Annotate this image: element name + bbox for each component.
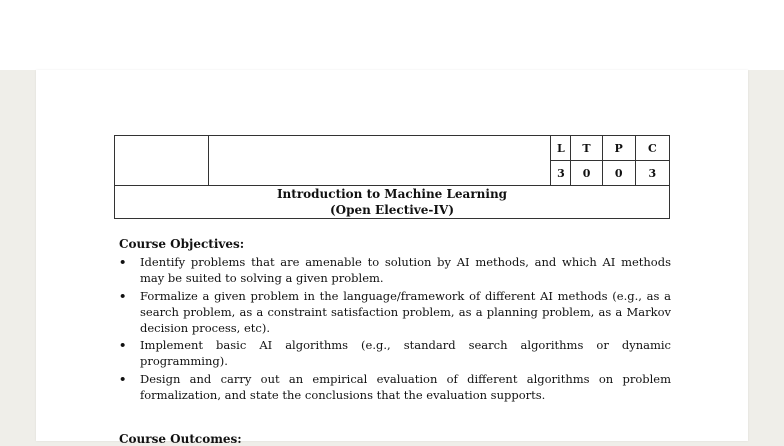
empty-cell [208,136,551,186]
credit-label-c: C [635,136,669,161]
objective-text: Design and carry out an empirical evaluation of different algorithms on problem formalization, and state the conclusions that the evaluation supports. [140,371,671,402]
bullet-icon: • [119,338,127,353]
objective-text: Formalize a given problem in the language/framework of different AI methods (e.g., as a search problem, as a constraint satisfaction problem, as a planning problem, as a Markov decision process, etc). [140,288,671,336]
credit-value-t: 0 [571,161,602,186]
objectives-heading: Course Objectives: [119,237,245,251]
document-page [36,70,748,446]
objective-text: Implement basic AI algorithms (e.g., standard search algorithms or dynamic programming). [140,338,671,369]
credit-value-c: 3 [635,161,669,186]
bullet-icon: • [119,288,127,303]
list-item [119,337,671,369]
credit-label-p: P [602,136,635,161]
list-item [119,288,671,337]
credit-value-l: 3 [551,161,571,186]
objectives-list [119,254,671,403]
list-item [119,254,671,286]
course-title-cell [115,186,670,219]
list-item [119,371,671,403]
bullet-icon: • [119,371,127,386]
course-title: Introduction to Machine Learning [276,187,508,201]
credit-label-t: T [571,136,602,161]
objective-text: Identify problems that are amenable to solution by AI methods, and which AI methods may be suited to solving a given problem. [140,255,671,286]
course-objectives [119,236,671,404]
credit-label-l: L [551,136,571,161]
course-header-table [114,135,670,219]
empty-cell [115,136,209,186]
viewer-top-bar [0,0,784,70]
bullet-icon: • [119,255,127,270]
outcomes-heading: Course Outcomes: [119,432,242,446]
credit-value-p: 0 [602,161,635,186]
course-subtitle: (Open Elective-IV) [330,203,454,217]
